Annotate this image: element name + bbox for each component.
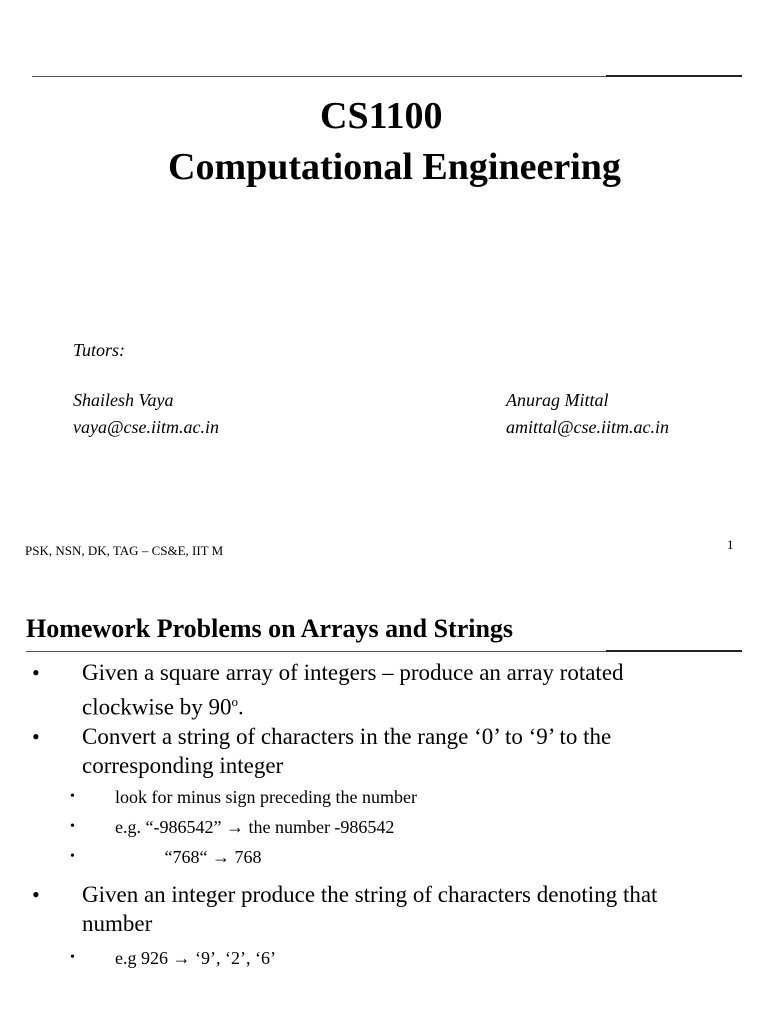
bullet-marker: •: [32, 882, 40, 907]
tutor-name-1: Shailesh Vaya: [73, 390, 174, 410]
sub-bullet-marker: •: [70, 789, 75, 804]
bullet-2: [82, 722, 742, 780]
bullet-marker: •: [32, 660, 40, 685]
sub-bullet-2-1: look for minus sign preceding the number: [115, 787, 417, 807]
sub-bullet-marker: •: [70, 950, 75, 965]
bullet-1-end: .: [237, 694, 244, 720]
course-code: CS1100: [320, 95, 443, 137]
sub-bullet-marker: •: [70, 819, 75, 834]
course-title: Computational Engineering: [168, 146, 621, 188]
sub-bullet-3-1: e.g 926 → ‘9’, ‘2’, ‘6’: [115, 948, 276, 968]
slide-heading: Homework Problems on Arrays and Strings: [26, 614, 514, 643]
bullet-1-line2: clockwise by 90: [82, 694, 232, 720]
bullet-1-line1: Given a square array of integers – produce an array rotated: [82, 660, 624, 685]
bullet-1: [82, 658, 742, 722]
bullet-2-line2: corresponding integer: [82, 753, 284, 778]
tutors-label: Tutors:: [73, 340, 126, 360]
sub-bullet-2-2: e.g. “-986542” → the number -986542: [115, 817, 395, 837]
bullet-3: [82, 880, 742, 938]
bullet-3-line1: Given an integer produce the string of characters denoting that: [82, 882, 658, 907]
bullet-marker: •: [32, 724, 40, 749]
sub-bullet-2-3: “768“ → 768: [115, 847, 262, 867]
tutor-name-2: Anurag Mittal: [506, 390, 609, 410]
tutor-email-2: amittal@cse.iitm.ac.in: [506, 417, 670, 437]
tutor-email-1: vaya@cse.iitm.ac.in: [73, 417, 220, 437]
sub-bullet-marker: •: [70, 849, 75, 864]
degree-superscript: o: [231, 694, 238, 709]
slide-footer: PSK, NSN, DK, TAG – CS&E, IIT M: [25, 543, 224, 558]
top-rule-accent: [606, 75, 742, 77]
heading-rule-accent: [606, 650, 742, 652]
bullet-3-line2: number: [82, 911, 153, 936]
bullet-2-line1: Convert a string of characters in the range ‘0’ to ‘9’ to the: [82, 724, 612, 749]
page-number: 1: [727, 537, 734, 552]
